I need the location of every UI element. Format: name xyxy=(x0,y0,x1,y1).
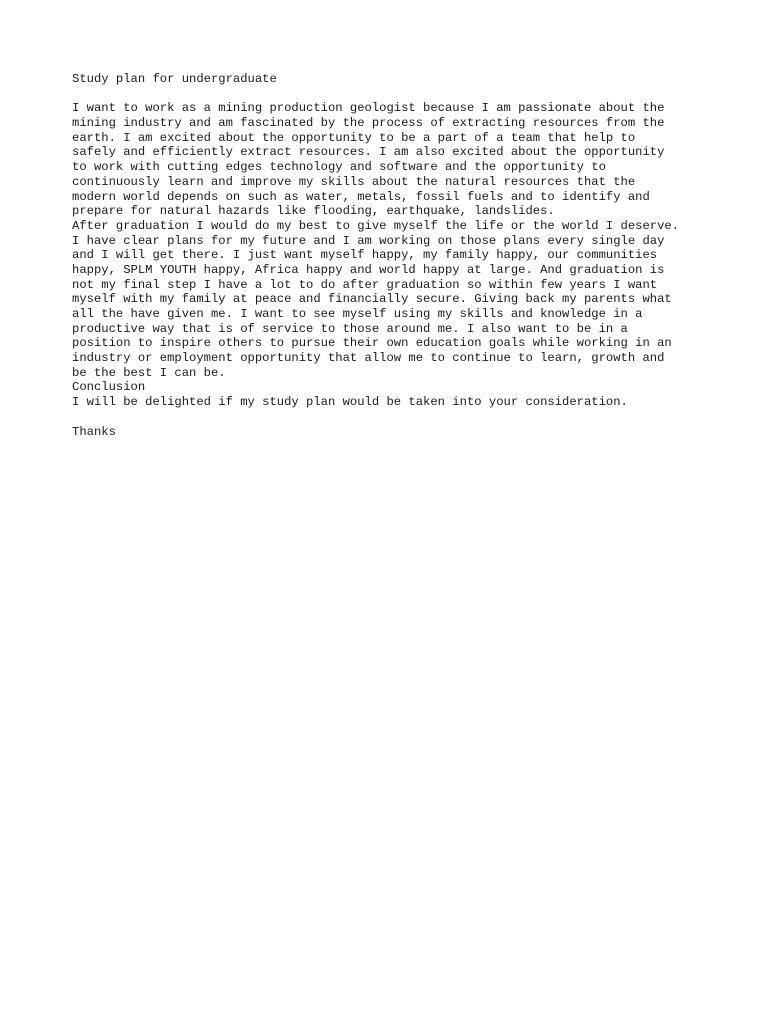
text-line: position to inspire others to pursue their own education goals while working in an xyxy=(72,336,672,351)
conclusion-text: I will be delighted if my study plan would be taken into your consideration. xyxy=(72,395,628,410)
text-line: I want to work as a mining production geologist because I am passionate about the xyxy=(72,101,665,116)
paragraph-after-graduation xyxy=(72,219,712,381)
text-line: earth. I am excited about the opportunity to be a part of a team that help to xyxy=(72,130,636,145)
text-line: modern world depends on such as water, metals, fossil fuels and to identify and xyxy=(72,189,650,204)
document-body xyxy=(72,72,712,439)
text-line: myself with my family at peace and financially secure. Giving back my parents what xyxy=(72,292,672,307)
text-line: safely and efficiently extract resources. I am also excited about the opportunity xyxy=(72,145,665,160)
spacer xyxy=(72,410,712,425)
document-title: Study plan for undergraduate xyxy=(72,72,277,86)
text-line: After graduation I would do my best to give myself the life or the world I deserve. xyxy=(72,218,680,233)
text-line: and I will get there. I just want myself happy, my family happy, our communities xyxy=(72,248,658,263)
paragraph-motivation xyxy=(72,101,712,219)
text-line: be the best I can be. xyxy=(72,365,226,380)
text-line: productive way that is of service to those around me. I also want to be in a xyxy=(72,321,628,336)
text-line: not my final step I have a lot to do after graduation so within few years I want xyxy=(72,277,658,292)
text-line: I have clear plans for my future and I am working on those plans every single day xyxy=(72,233,665,248)
conclusion-heading: Conclusion xyxy=(72,380,146,395)
text-line: to work with cutting edges technology and software and the opportunity to xyxy=(72,160,606,175)
text-line: mining industry and am fascinated by the process of extracting resources from the xyxy=(72,116,665,131)
text-line: happy, SPLM YOUTH happy, Africa happy and world happy at large. And graduation is xyxy=(72,262,665,277)
text-line: continuously learn and improve my skills about the natural resources that the xyxy=(72,174,636,189)
closing-text: Thanks xyxy=(72,424,116,439)
text-line: industry or employment opportunity that allow me to continue to learn, growth and xyxy=(72,351,665,366)
text-line: all the have given me. I want to see myself using my skills and knowledge in a xyxy=(72,307,643,321)
text-line: prepare for natural hazards like flooding, earthquake, landslides. xyxy=(72,204,555,219)
spacer xyxy=(72,87,712,102)
